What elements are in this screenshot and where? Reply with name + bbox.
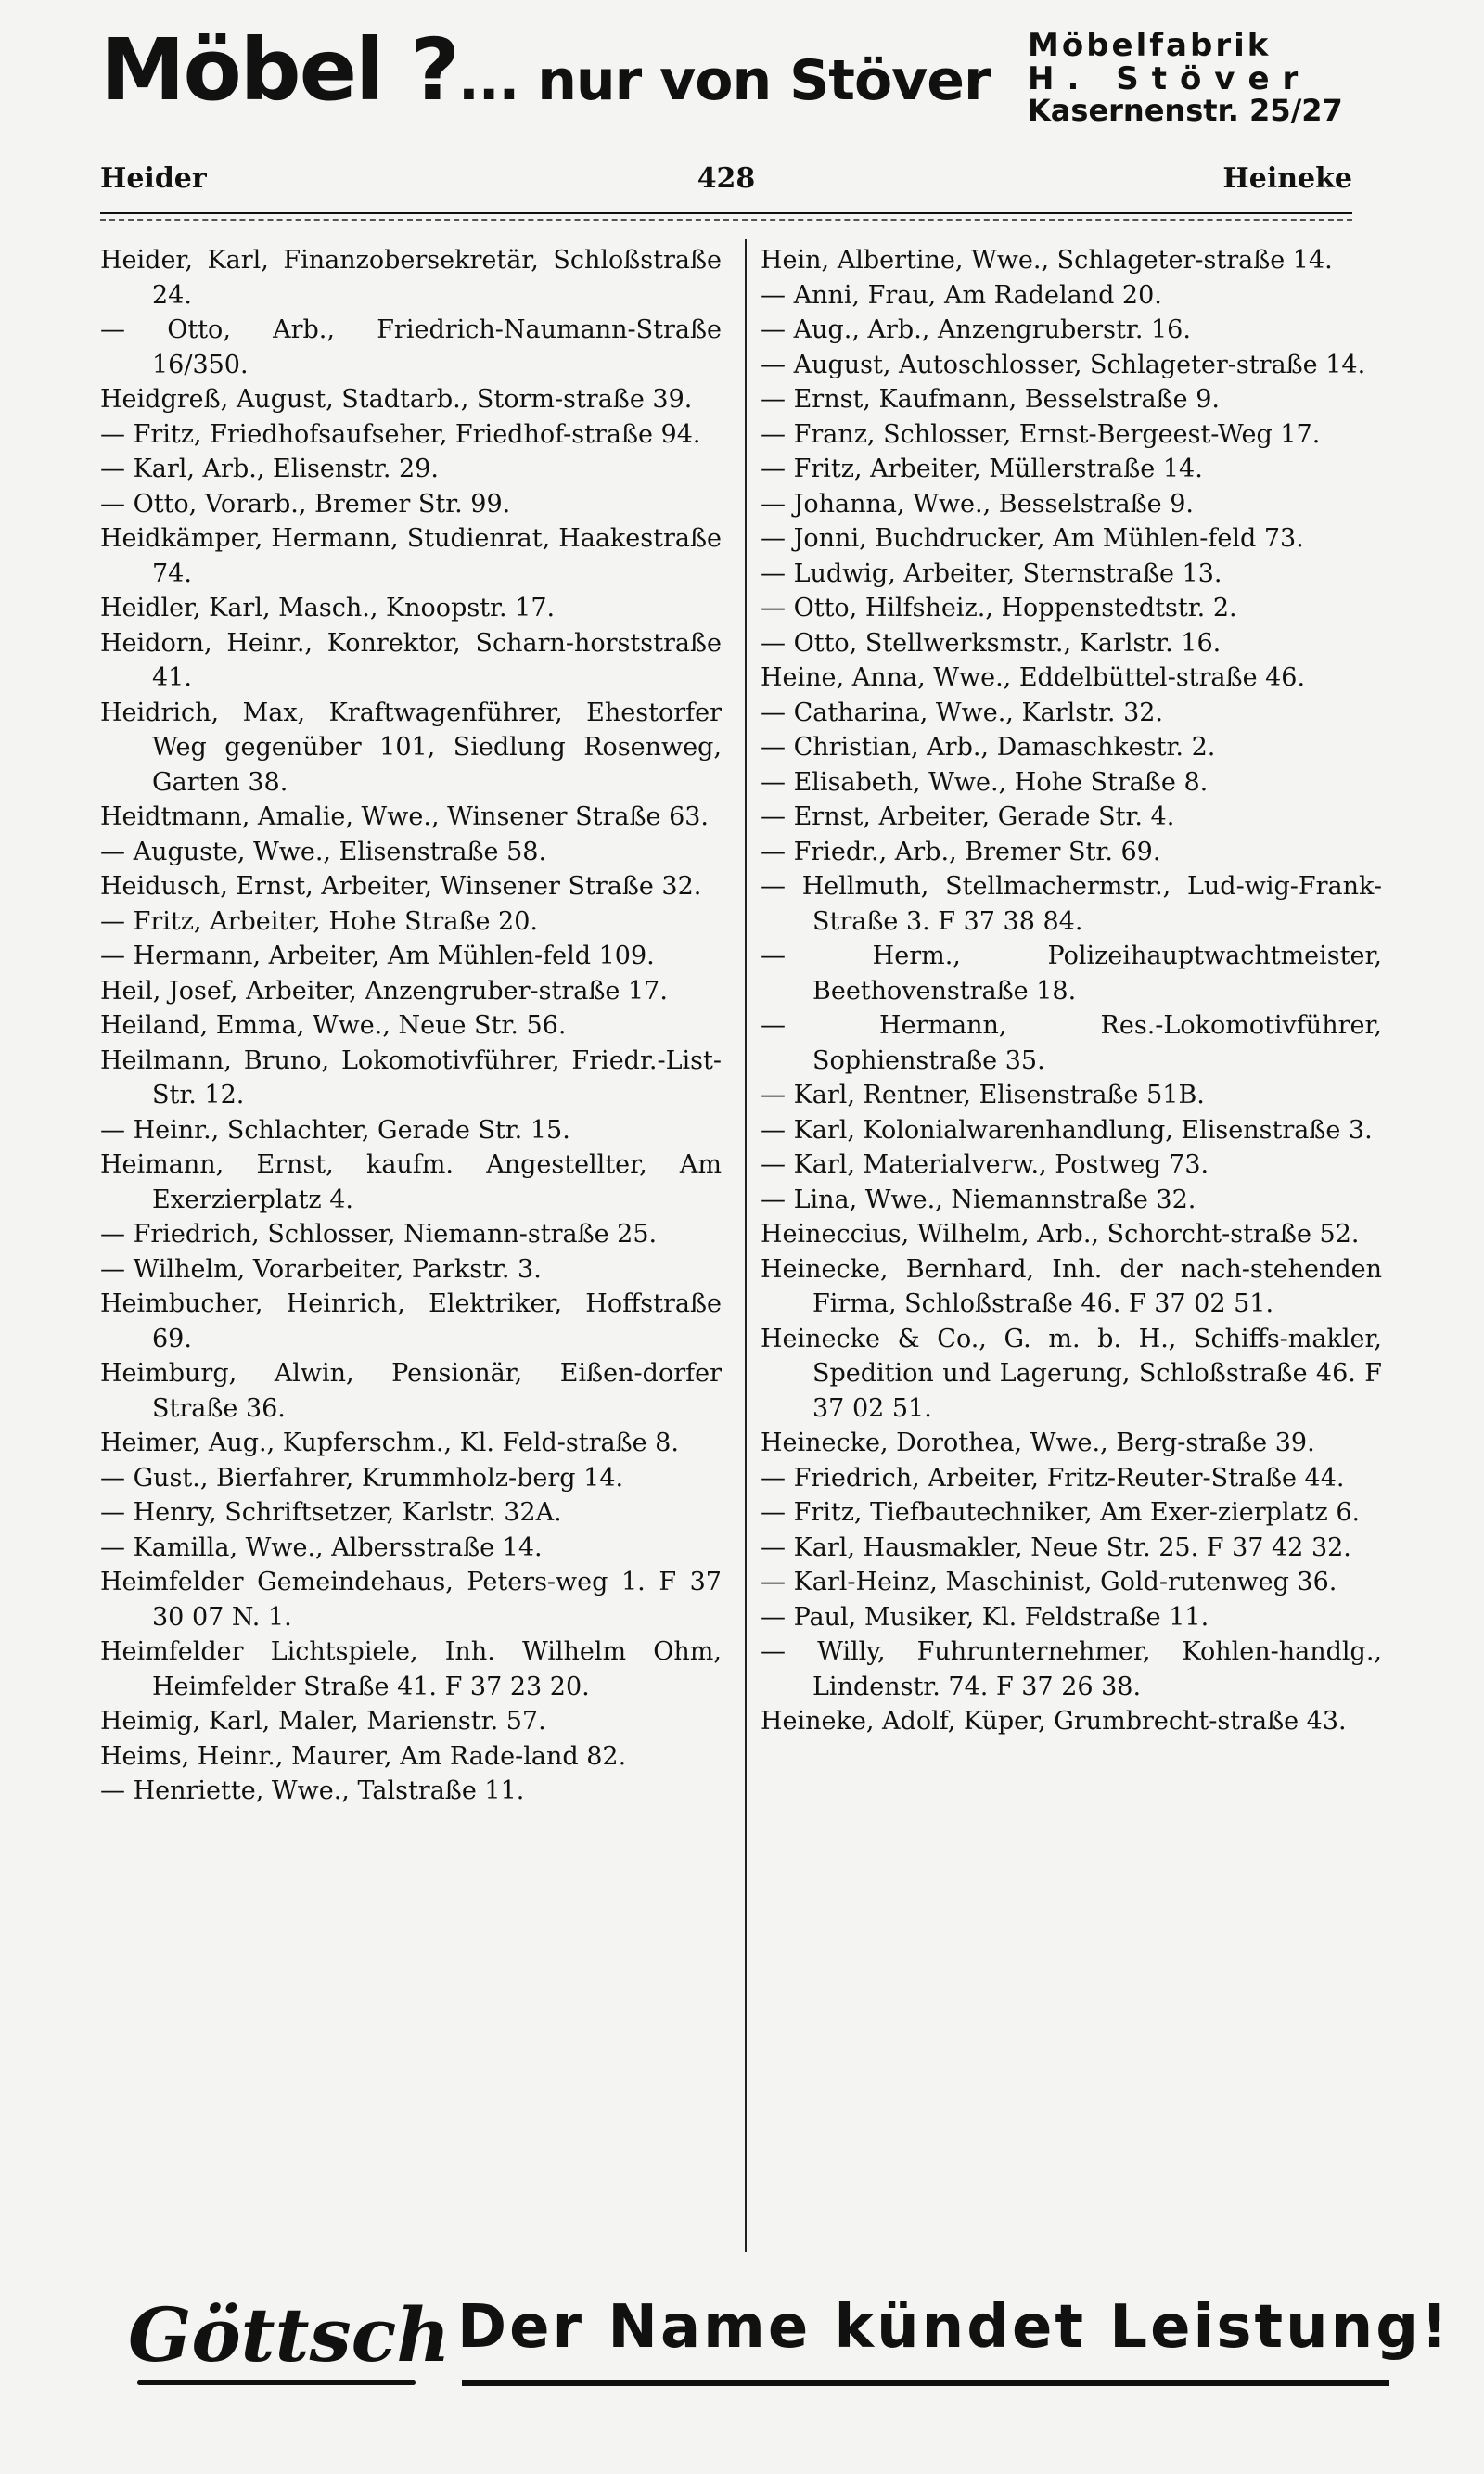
directory-entry: — Willy, Fuhrunternehmer, Kohlen-handlg., Lindenstr. 74. F 37 26 38. xyxy=(761,1637,1382,1701)
directory-entry: — Jonni, Buchdrucker, Am Mühlen-feld 73. xyxy=(761,524,1304,553)
directory-entry: Heimer, Aug., Kupferschm., Kl. Feld-straße 8. xyxy=(100,1429,679,1457)
ad-claim-rule xyxy=(462,2380,1389,2386)
logo-underline xyxy=(137,2380,416,2385)
ad-claim: Der Name kündet Leistung! xyxy=(457,2293,1452,2362)
directory-entry: Heimbucher, Heinrich, Elektriker, Hoffstraße 69. xyxy=(100,1289,722,1353)
directory-entry: — Fritz, Arbeiter, Hohe Straße 20. xyxy=(100,906,538,936)
directory-entry: — Hermann, Arbeiter, Am Mühlen-feld 109. xyxy=(100,942,655,970)
directory-entry: — Friedrich, Arbeiter, Fritz-Reuter-Straße 44. xyxy=(761,1463,1345,1493)
goettsch-logo: Göttsch xyxy=(128,2291,451,2378)
directory-entry: — Anni, Frau, Am Radeland 20. xyxy=(761,280,1162,310)
directory-entry: Heil, Josef, Arbeiter, Anzengruber-straße 17. xyxy=(100,976,668,1006)
directory-entry: — Elisabeth, Wwe., Hohe Straße 8. xyxy=(761,767,1209,797)
directory-entry: — Christian, Arb., Damaschkestr. 2. xyxy=(761,733,1216,762)
directory-entry: — Karl-Heinz, Maschinist, Gold-rutenweg 36. xyxy=(761,1568,1337,1596)
directory-entry: Heidgreß, August, Stadtarb., Storm-straße 39. xyxy=(100,385,693,414)
directory-entry: Heimfelder Gemeindehaus, Peters-weg 1. F 37 30 07 N. 1. xyxy=(100,1568,722,1632)
ad-slogan-tail: ... nur von Stöver xyxy=(457,48,991,113)
directory-entry: — Catharina, Wwe., Karlstr. 32. xyxy=(761,698,1164,727)
directory-entry: Heidtmann, Amalie, Wwe., Winsener Straße 63. xyxy=(100,802,710,831)
directory-entry: — Kamilla, Wwe., Albersstraße 14. xyxy=(100,1532,543,1562)
directory-entry: — August, Autoschlosser, Schlageter-straße 14. xyxy=(761,350,1366,379)
directory-entry: Heimig, Karl, Maler, Marienstr. 57. xyxy=(100,1707,546,1736)
directory-entry: Heidorn, Heinr., Konrektor, Scharn-horststraße 41. xyxy=(100,628,722,692)
directory-entry: Heineccius, Wilhelm, Arb., Schorcht-straße 52. xyxy=(761,1220,1360,1249)
header-rule-dashed xyxy=(100,219,1352,221)
directory-entry: Heilmann, Bruno, Lokomotivführer, Friedr.-List-Str. 12. xyxy=(100,1045,722,1109)
directory-entry: Heiland, Emma, Wwe., Neue Str. 56. xyxy=(100,1011,567,1040)
column-divider xyxy=(745,239,747,2252)
directory-entry: Heimann, Ernst, kaufm. Angestellter, Am Exerzierplatz 4. xyxy=(100,1150,722,1214)
directory-entry: — Franz, Schlosser, Ernst-Bergeest-Weg 17. xyxy=(761,419,1321,449)
directory-entry: — Fritz, Friedhofsaufseher, Friedhof-straße 94. xyxy=(100,419,701,449)
directory-entry: — Otto, Hilfsheiz., Hoppenstedtstr. 2. xyxy=(761,594,1237,622)
directory-entry: — Otto, Vorarb., Bremer Str. 99. xyxy=(100,489,511,519)
directory-entry: — Henry, Schriftsetzer, Karlstr. 32A. xyxy=(100,1498,562,1527)
directory-entry: — Karl, Hausmakler, Neue Str. 25. F 37 42 32. xyxy=(761,1532,1351,1562)
right-column xyxy=(761,243,1382,2251)
header-rule xyxy=(100,212,1352,214)
bottom-advertisement xyxy=(128,2284,1452,2404)
top-advertisement xyxy=(100,20,1343,148)
directory-entry: Heidkämper, Hermann, Studienrat, Haakestraße 74. xyxy=(100,524,722,588)
directory-entry: — Aug., Arb., Anzengruberstr. 16. xyxy=(761,315,1191,344)
directory-entry: Heineke, Adolf, Küper, Grumbrecht-straße 43. xyxy=(761,1707,1347,1736)
directory-entry: Heidusch, Ernst, Arbeiter, Winsener Straße 32. xyxy=(100,872,702,901)
directory-entry: — Otto, Stellwerksmstr., Karlstr. 16. xyxy=(761,628,1222,658)
page-number: 428 xyxy=(697,162,756,195)
directory-entry: Heinecke, Dorothea, Wwe., Berg-straße 39. xyxy=(761,1429,1315,1457)
ad-firm-block xyxy=(1028,27,1343,129)
ad-firm-line3: Kasernenstr. 25/27 xyxy=(1028,93,1343,129)
ad-slogan-main: Möbel ? xyxy=(100,20,458,120)
directory-entry: — Karl, Arb., Elisenstr. 29. xyxy=(100,455,439,483)
directory-entry: Heine, Anna, Wwe., Eddelbüttel-straße 46. xyxy=(761,663,1306,692)
directory-entry: Heinecke & Co., G. m. b. H., Schiffs-makler, Spedition und Lagerung, Schloßstraße 46. F 37 02 51. xyxy=(761,1324,1382,1423)
header-last-entry: Heineke xyxy=(1222,162,1352,195)
directory-entry: — Henriette, Wwe., Talstraße 11. xyxy=(100,1776,525,1805)
directory-entry: Heidrich, Max, Kraftwagenführer, Ehestorfer Weg gegenüber 101, Siedlung Rosenweg, Garten 38. xyxy=(100,698,722,797)
directory-entry: — Hermann, Res.-Lokomotivführer, Sophienstraße 35. xyxy=(761,1011,1382,1075)
directory-entry: — Gust., Bierfahrer, Krummholz-berg 14. xyxy=(100,1463,624,1493)
directory-entry: — Ludwig, Arbeiter, Sternstraße 13. xyxy=(761,558,1222,588)
directory-entry: Heimfelder Lichtspiele, Inh. Wilhelm Ohm, Heimfelder Straße 41. F 37 23 20. xyxy=(100,1637,722,1701)
directory-entry: — Wilhelm, Vorarbeiter, Parkstr. 3. xyxy=(100,1254,542,1284)
directory-entry: — Lina, Wwe., Niemannstraße 32. xyxy=(761,1185,1196,1214)
directory-entry: Heims, Heinr., Maurer, Am Rade-land 82. xyxy=(100,1741,627,1771)
header-first-entry: Heider xyxy=(100,162,207,195)
directory-entry: — Fritz, Tiefbautechniker, Am Exer-zierplatz 6. xyxy=(761,1498,1361,1527)
ad-slogan xyxy=(100,20,991,120)
ad-firm-line1: Möbelfabrik xyxy=(1028,27,1272,64)
directory-entry: — Karl, Materialverw., Postweg 73. xyxy=(761,1150,1209,1179)
directory-entry: — Heinr., Schlachter, Gerade Str. 15. xyxy=(100,1115,570,1145)
directory-entry: — Auguste, Wwe., Elisenstraße 58. xyxy=(100,837,547,866)
left-column xyxy=(100,243,722,2251)
directory-entry: — Friedrich, Schlosser, Niemann-straße 25. xyxy=(100,1220,658,1249)
directory-entry: — Paul, Musiker, Kl. Feldstraße 11. xyxy=(761,1602,1209,1632)
directory-entry: — Karl, Rentner, Elisenstraße 51B. xyxy=(761,1081,1205,1109)
directory-entry: — Karl, Kolonialwarenhandlung, Elisenstraße 3. xyxy=(761,1115,1373,1145)
directory-entry: Heimburg, Alwin, Pensionär, Eißen-dorfer Straße 36. xyxy=(100,1359,722,1423)
directory-entry: Heidler, Karl, Masch., Knoopstr. 17. xyxy=(100,594,556,622)
directory-entry: — Herm., Polizeihauptwachtmeister, Beethovenstraße 18. xyxy=(761,942,1382,1006)
directory-entry: Heider, Karl, Finanzobersekretär, Schloßstraße 24. xyxy=(100,246,722,310)
directory-entry: — Hellmuth, Stellmachermstr., Lud-wig-Frank-Straße 3. F 37 38 84. xyxy=(761,872,1382,936)
directory-entry: — Otto, Arb., Friedrich-Naumann-Straße 16/350. xyxy=(100,315,722,379)
directory-entry: — Ernst, Arbeiter, Gerade Str. 4. xyxy=(761,802,1175,831)
directory-entry: — Ernst, Kaufmann, Besselstraße 9. xyxy=(761,385,1220,414)
directory-entry: Heinecke, Bernhard, Inh. der nach-stehenden Firma, Schloßstraße 46. F 37 02 51. xyxy=(761,1254,1382,1318)
directory-entry: — Fritz, Arbeiter, Müllerstraße 14. xyxy=(761,455,1203,483)
ad-firm-line2: H. Stöver xyxy=(1028,59,1311,97)
directory-entry: — Friedr., Arb., Bremer Str. 69. xyxy=(761,837,1161,866)
running-header xyxy=(100,162,1352,214)
directory-entry: Hein, Albertine, Wwe., Schlageter-straße 14. xyxy=(761,246,1333,275)
directory-entry: — Johanna, Wwe., Besselstraße 9. xyxy=(761,489,1194,519)
